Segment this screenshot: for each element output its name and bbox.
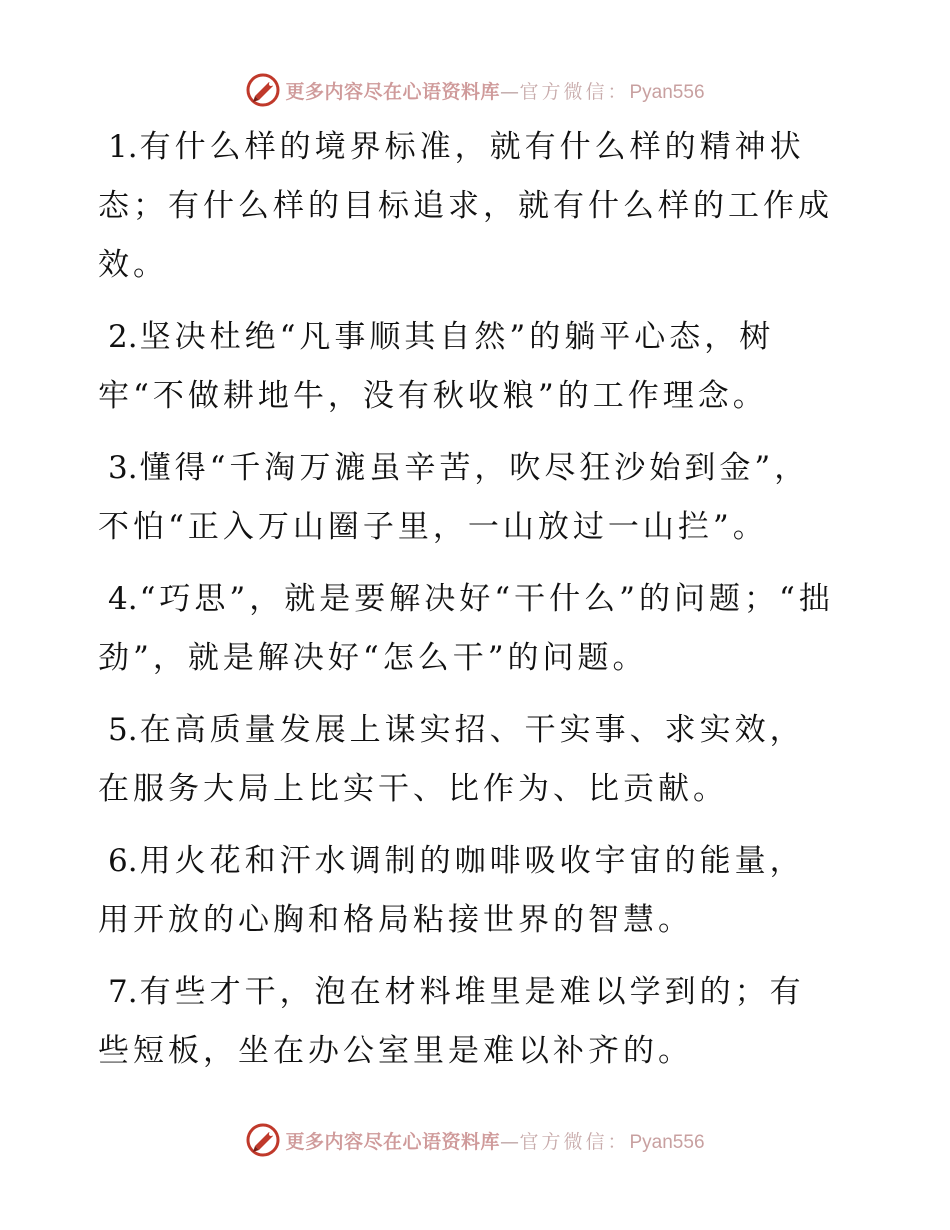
footer-banner <box>0 1120 950 1160</box>
footer-banner-account: Pyan556 <box>629 1131 705 1153</box>
footer-banner-dash: — <box>499 1130 520 1153</box>
footer-banner-label: 官方微信： <box>519 1130 630 1153</box>
item-number: 5. <box>108 712 138 748</box>
item-text: 用火花和汗水调制的咖啡吸收宇宙的能量，用开放的心胸和格局粘接世界的智慧。 <box>98 843 805 938</box>
list-item <box>98 570 838 688</box>
pen-logo-icon <box>245 1122 281 1158</box>
list-item <box>98 832 838 950</box>
header-banner-text <box>285 77 704 104</box>
item-number: 7. <box>108 974 138 1010</box>
header-banner-dash: — <box>499 80 520 103</box>
header-banner-main: 更多内容尽在心语资料库 <box>285 80 500 103</box>
list-item <box>98 439 838 557</box>
item-number: 4. <box>108 581 138 617</box>
item-number: 1. <box>108 129 138 165</box>
footer-banner-main: 更多内容尽在心语资料库 <box>285 1130 500 1153</box>
item-number: 6. <box>108 843 138 879</box>
header-banner-label: 官方微信： <box>519 80 630 103</box>
item-text: 坚决杜绝“凡事顺其自然”的躺平心态，树牢“不做耕地牛，没有秋收粮”的工作理念。 <box>98 319 775 414</box>
header-banner-account: Pyan556 <box>629 81 705 103</box>
quote-list <box>98 118 838 1094</box>
footer-banner-text <box>285 1127 704 1154</box>
list-item <box>98 308 838 426</box>
header-banner <box>0 70 950 110</box>
list-item <box>98 701 838 819</box>
item-number: 3. <box>108 450 138 486</box>
item-number: 2. <box>108 319 138 355</box>
list-item <box>98 118 838 295</box>
item-text: 有什么样的境界标准，就有什么样的精神状态；有什么样的目标追求，就有什么样的工作成效。 <box>98 129 833 283</box>
item-text: “巧思”，就是要解决好“干什么”的问题；“拙劲”，就是解决好“怎么干”的问题。 <box>98 581 834 676</box>
item-text: 在高质量发展上谋实招、干实事、求实效，在服务大局上比实干、比作为、比贡献。 <box>98 712 805 807</box>
list-item <box>98 963 838 1081</box>
pen-logo-icon <box>245 72 281 108</box>
item-text: 懂得“千淘万漉虽辛苦，吹尽狂沙始到金”，不怕“正入万山圈子里，一山放过一山拦”。 <box>98 450 810 545</box>
item-text: 有些才干，泡在材料堆里是难以学到的；有些短板，坐在办公室里是难以补齐的。 <box>98 974 805 1069</box>
